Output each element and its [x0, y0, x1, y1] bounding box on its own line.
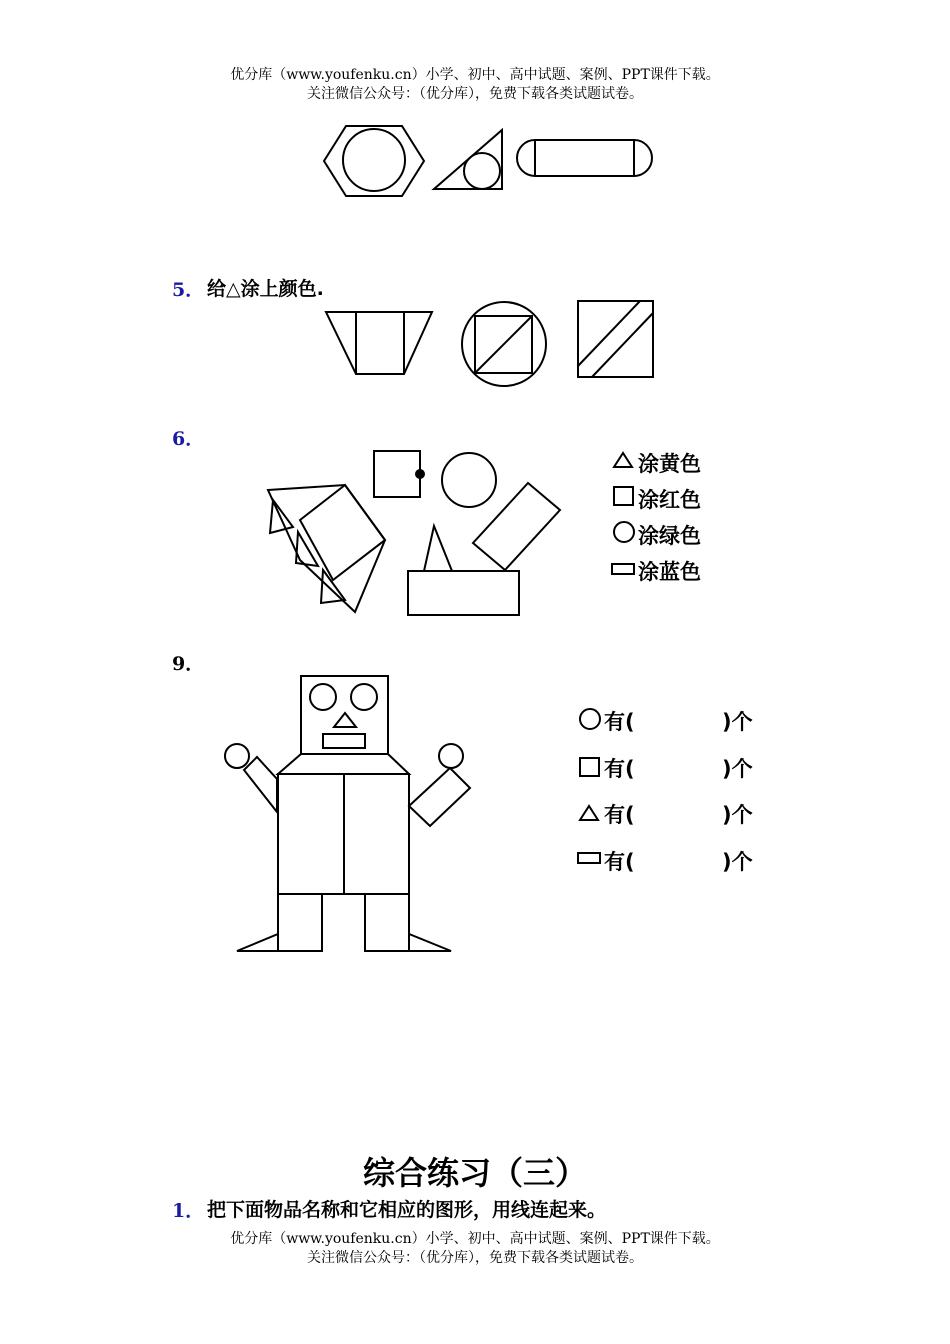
count-circle-close: )个	[722, 710, 753, 734]
footer-line-2: 关注微信公众号：（优分库），免费下载各类试题试卷。	[307, 1250, 643, 1266]
q6-triangle-figure	[424, 526, 452, 571]
section-title: 综合练习（三）	[362, 1154, 587, 1192]
question-1-text: 把下面物品名称和它相应的图形，用线连起来。	[207, 1199, 607, 1221]
square-icon	[614, 487, 633, 505]
count-triangle-close: )个	[722, 803, 753, 827]
triangle-circle-figure	[434, 130, 502, 189]
q6-square-figure	[374, 451, 424, 497]
q5-square-band-figure	[578, 301, 653, 377]
robot-figure	[225, 676, 470, 951]
legend-yellow: 涂黄色	[638, 452, 701, 476]
question-6-number: 6．	[172, 428, 205, 450]
q6-bird-figure	[268, 485, 385, 612]
triangle-icon	[580, 806, 598, 820]
legend-blue: 涂蓝色	[638, 560, 701, 584]
question-5-number: 5．	[172, 279, 205, 301]
question-9-number: 9．	[172, 653, 205, 675]
count-triangle-open: 有(	[604, 803, 635, 827]
rectangle-icon	[612, 564, 634, 574]
q5-trapezoid-figure	[326, 312, 432, 374]
q5-circle-square-figure	[462, 302, 546, 386]
header-line-1: 优分库（www.youfenku.cn）小学、初中、高中试题、案例、PPT课件下载。	[230, 67, 720, 83]
q6-rectangle-tilted-figure	[473, 483, 560, 570]
footer-line-1: 优分库（www.youfenku.cn）小学、初中、高中试题、案例、PPT课件下载。	[230, 1231, 720, 1247]
triangle-icon	[614, 453, 632, 467]
legend-green: 涂绿色	[638, 524, 701, 548]
count-square-open: 有(	[604, 757, 635, 781]
count-square-close: )个	[722, 757, 753, 781]
stadium-figure	[517, 140, 652, 176]
rectangle-icon	[578, 853, 600, 863]
header-line-2: 关注微信公众号：（优分库），免费下载各类试题试卷。	[307, 86, 643, 102]
count-circle-open: 有(	[604, 710, 635, 734]
q6-circle-figure	[442, 453, 496, 507]
legend-red: 涂红色	[638, 488, 701, 512]
question-5-text: 给△涂上颜色.	[207, 278, 324, 300]
q6-base-rectangle-figure	[408, 571, 519, 615]
square-icon	[580, 758, 599, 776]
circle-icon	[580, 709, 600, 729]
count-rectangle-open: 有(	[604, 850, 635, 874]
hexagon-circle-figure	[324, 126, 424, 196]
circle-icon	[614, 522, 634, 542]
count-rectangle-close: )个	[722, 850, 753, 874]
question-1-number: 1．	[172, 1200, 205, 1222]
